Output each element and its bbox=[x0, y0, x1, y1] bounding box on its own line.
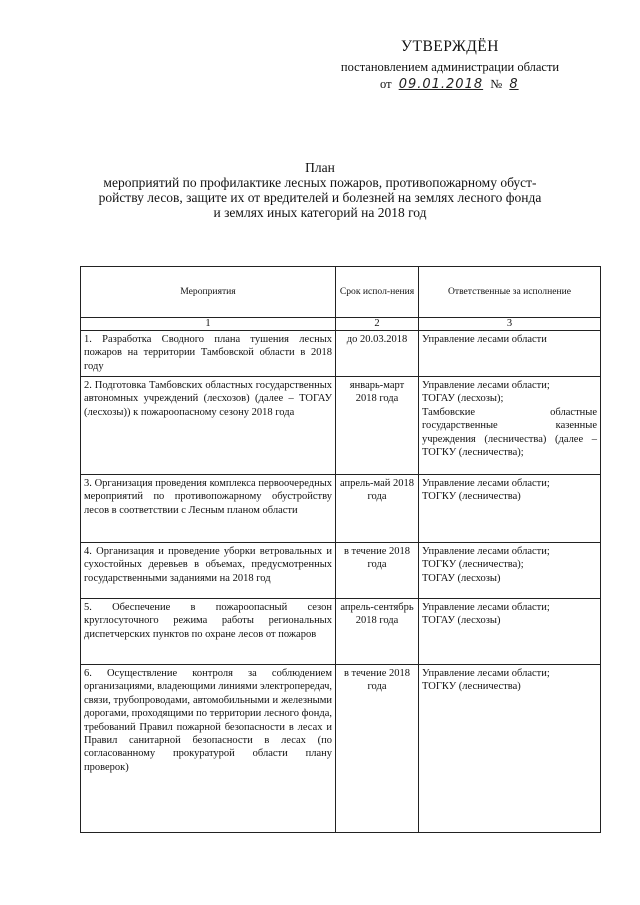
row-activity: 1. Разработка Сводного плана тушения лесных пожаров на территории Тамбовской области в 2018 году bbox=[81, 331, 336, 377]
row-activity: 6. Осуществление контроля за соблюдением организациями, владеющими линиями электропередач, связи, трубопроводами, автомобильными и железными дорогами, проходящими по территории лесного фонда, требований Правил пожарной безопасности в лесах и Правил санитарной безопасности в лесах (по согласованному прокуратурой области плану проверок) bbox=[81, 665, 336, 833]
plan-subtitle-2: ройству лесов, защите их от вредителей и болезней на землях лесного фонда bbox=[98, 190, 542, 205]
responsible-line: Управление лесами области; bbox=[422, 668, 550, 679]
header-deadline: Срок испол-нения bbox=[336, 267, 419, 318]
handwritten-date: 09.01.2018 bbox=[398, 77, 484, 92]
table-row bbox=[81, 543, 601, 599]
plan-subtitle-1: мероприятий по профилактике лесных пожаров, противопожарному обуст- bbox=[103, 175, 537, 190]
row-deadline: апрель-май 2018 года bbox=[336, 475, 419, 543]
responsible-line: ТОГАУ (лесхозы) bbox=[422, 615, 501, 627]
row-responsible bbox=[419, 665, 601, 833]
responsible-line: Управление лесами области; bbox=[422, 546, 550, 557]
table-row bbox=[81, 377, 601, 475]
plan-title bbox=[60, 160, 580, 220]
row-deadline: в течение 2018 года bbox=[336, 543, 419, 599]
header-responsible: Ответственные за исполнение bbox=[419, 267, 601, 318]
responsible-line: ТОГКУ (лесничества) bbox=[422, 491, 521, 503]
col-number-3: 3 bbox=[419, 318, 601, 331]
responsible-line: Управление лесами области; bbox=[422, 478, 550, 489]
responsible-line: ТОГКУ (лесничества); bbox=[422, 559, 524, 571]
row-responsible bbox=[419, 331, 601, 377]
table-row bbox=[81, 331, 601, 377]
plan-table bbox=[80, 266, 601, 833]
column-number-row bbox=[81, 318, 601, 331]
row-deadline: январь-март 2018 года bbox=[336, 377, 419, 475]
plan-subtitle-3: и землях иных категорий на 2018 год bbox=[213, 205, 427, 220]
row-activity: 2. Подготовка Тамбовских областных государственных автономных учреждений (лесхозов) (далее – ТОГАУ (лесхозы)) к пожароопасному сезону 2018 года bbox=[81, 377, 336, 475]
approval-date-line bbox=[300, 77, 600, 92]
row-deadline: апрель-сентябрь 2018 года bbox=[336, 599, 419, 665]
row-responsible bbox=[419, 599, 601, 665]
table-header-row bbox=[81, 267, 601, 318]
row-responsible bbox=[419, 543, 601, 599]
plan-heading: План bbox=[305, 160, 335, 175]
row-activity: 3. Организация проведения комплекса первоочередных мероприятий по противопожарному обустройству лесов в соответствии с Лесным планом области bbox=[81, 475, 336, 543]
responsible-line: Управление лесами области; bbox=[422, 602, 550, 613]
responsible-line: Управление лесами области bbox=[422, 334, 547, 345]
table-row bbox=[81, 599, 601, 665]
handwritten-number: 8 bbox=[509, 77, 519, 92]
row-activity: 4. Организация и проведение уборки ветровальных и сухостойных деревьев в объемах, предусмотренных государственными заданиями на 2018 год bbox=[81, 543, 336, 599]
number-label: № bbox=[490, 77, 503, 91]
from-label: от bbox=[380, 77, 392, 91]
responsible-line: ТОГАУ (лесхозы) bbox=[422, 572, 501, 584]
header-activity: Мероприятия bbox=[81, 267, 336, 318]
row-responsible bbox=[419, 475, 601, 543]
responsible-line: Управление лесами области; bbox=[422, 380, 550, 391]
row-activity: 5. Обеспечение в пожароопасный сезон круглосуточного режима работы региональных диспетчерских пунктов по охране лесов от пожаров bbox=[81, 599, 336, 665]
col-number-1: 1 bbox=[81, 318, 336, 331]
approval-line: постановлением администрации области bbox=[340, 60, 560, 74]
responsible-line: ТОГКУ (лесничества) bbox=[422, 681, 521, 693]
table-row bbox=[81, 475, 601, 543]
row-deadline: до 20.03.2018 bbox=[336, 331, 419, 377]
approval-title: УТВЕРЖДЁН bbox=[401, 38, 499, 55]
responsible-line: Тамбовские областные государственные казенные учреждения (лесничества) (далее – ТОГКУ (лесничества); bbox=[422, 406, 597, 459]
col-number-2: 2 bbox=[336, 318, 419, 331]
responsible-line: ТОГАУ (лесхозы); bbox=[422, 393, 504, 405]
approval-block bbox=[300, 38, 600, 92]
row-deadline: в течение 2018 года bbox=[336, 665, 419, 833]
table-row bbox=[81, 665, 601, 833]
row-responsible bbox=[419, 377, 601, 475]
